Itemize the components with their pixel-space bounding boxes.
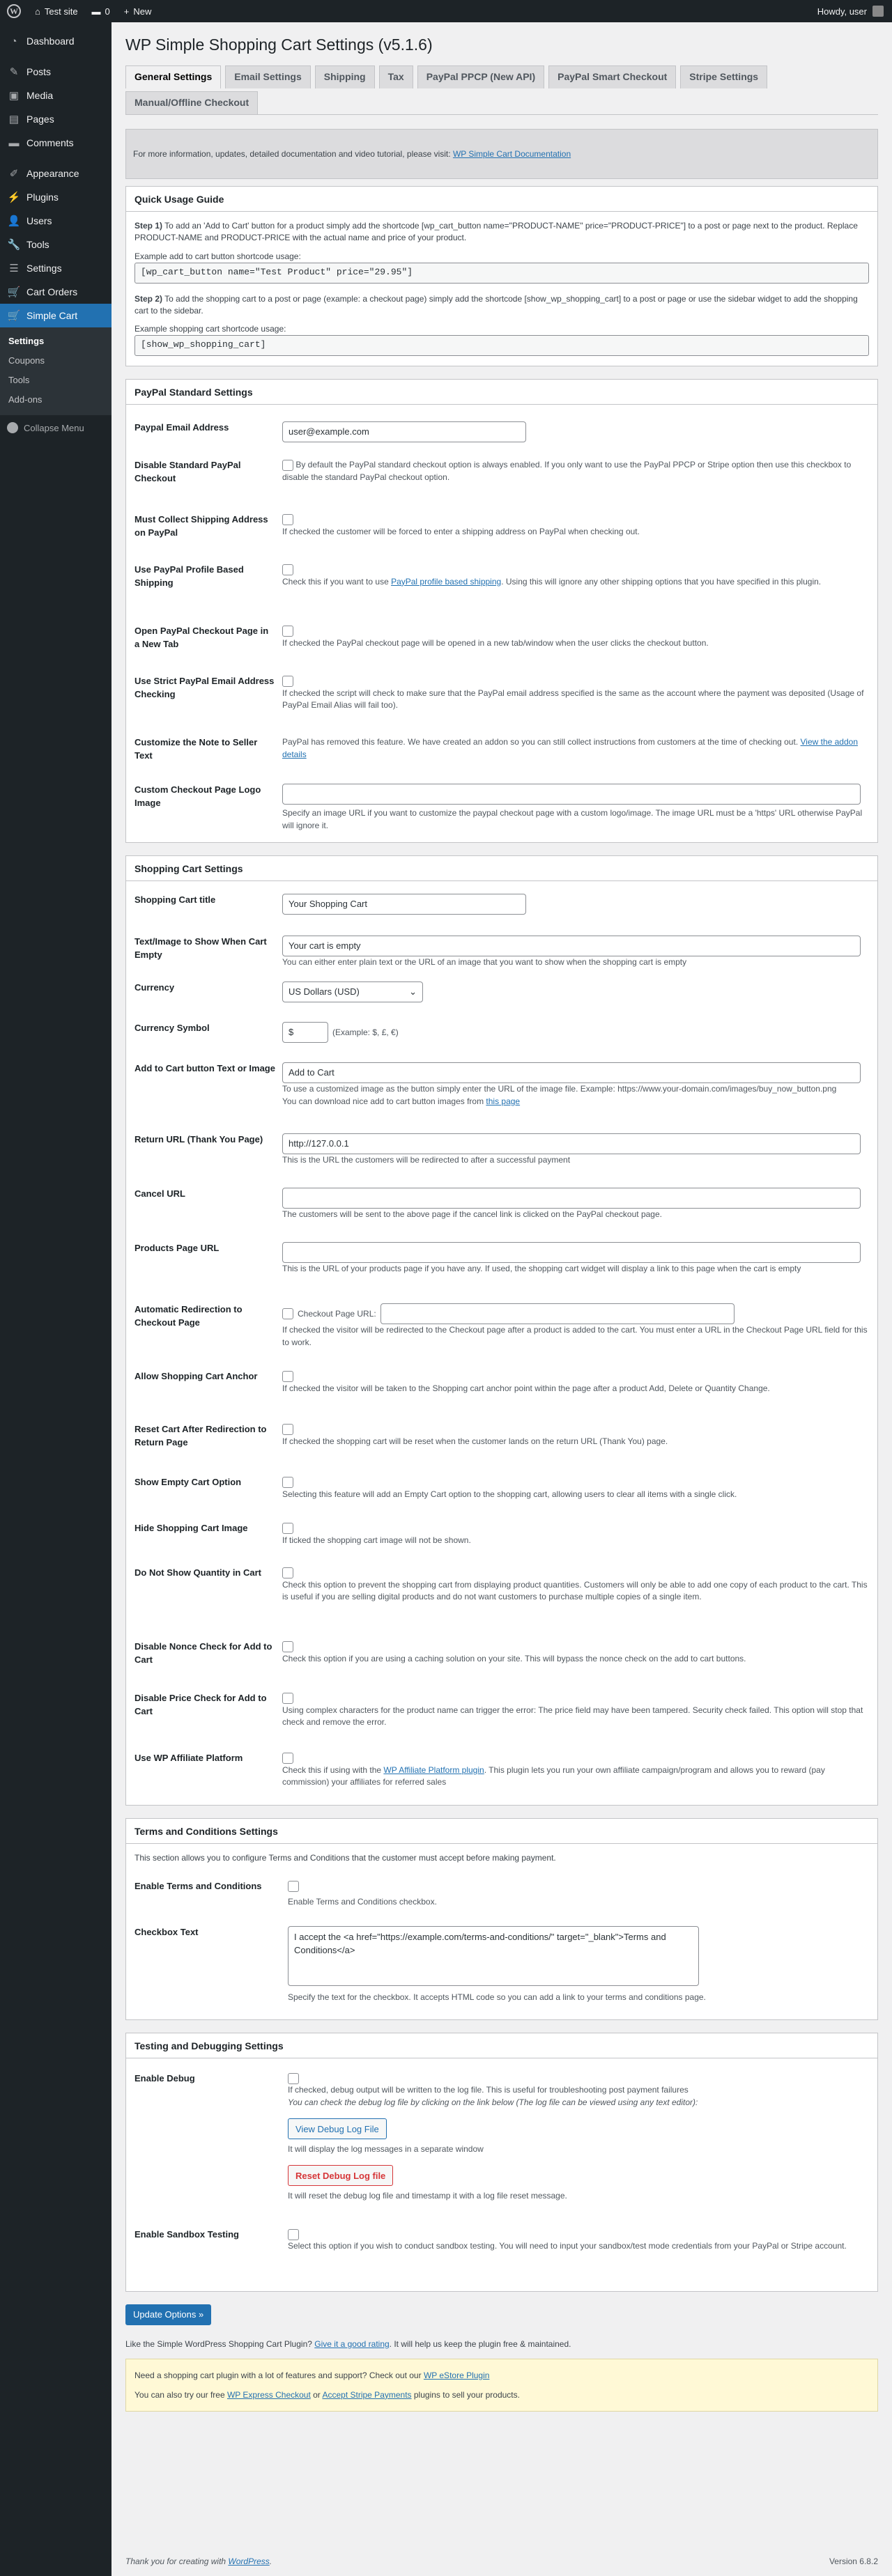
addon-details-link[interactable]: View the addon details	[282, 737, 858, 759]
menu-label: Users	[26, 215, 52, 226]
field-description: If checked the customer will be forced to enter a shipping address on PayPal when checking out.	[282, 526, 640, 536]
field-label: Use PayPal Profile Based Shipping	[134, 564, 244, 588]
rating-link[interactable]: Give it a good rating	[314, 2338, 390, 2349]
field-label: Cancel URL	[134, 1188, 185, 1200]
desc-part: . This plugin lets you run your own affiliate campaign/program and allows you to reward (pay commission) your affiliates for referred sales	[282, 1764, 825, 1787]
simple-cart-submenu	[0, 327, 112, 415]
field-description: It will display the log messages in a separate window	[288, 2144, 484, 2155]
tab-manual-checkout[interactable]: Manual/Offline Checkout	[125, 91, 258, 114]
field-label: Enable Terms and Conditions	[134, 1880, 262, 1891]
rating-text	[125, 2339, 878, 2349]
section-title: PayPal Standard Settings	[126, 380, 877, 405]
field-description: Check this option to prevent the shopping cart from displaying product quantities. Customers will only be able to add one copy of each product to the cart. This is useful if you are selling digital products and do not want customers to purchase multiple copies of a single item.	[282, 1579, 868, 1602]
media-icon: ▣	[8, 90, 20, 102]
field-label: Hide Shopping Cart Image	[134, 1523, 248, 1534]
field-description: By default the PayPal standard checkout option is always enabled. If you only want to use the PayPal PPCP or Stripe option then use this checkbox to disable the standard PayPal checkout option.	[282, 460, 852, 482]
footer-thanks	[125, 2556, 272, 2566]
desc-part: . Using this will ignore any other shipping options that you have specified in this plugin.	[501, 576, 822, 587]
menu-simple-cart[interactable]	[0, 304, 112, 327]
field-label: Do Not Show Quantity in Cart	[134, 1567, 261, 1578]
field-hint: Checkout Page URL:	[298, 1308, 376, 1319]
settings-tabs	[125, 65, 878, 115]
field-description: This is the URL of your products page if you have any. If used, the shopping cart widget will display a link to this page when the cart is empty	[282, 1264, 801, 1274]
collapse-label: Collapse Menu	[24, 422, 84, 433]
menu-media[interactable]	[0, 84, 112, 107]
submenu-tools[interactable]: Tools	[8, 375, 30, 385]
desc-part: You can download nice add to cart button images from	[282, 1096, 486, 1106]
disable-price-check-checkbox[interactable]	[282, 1693, 293, 1704]
documentation-link[interactable]: WP Simple Cart Documentation	[452, 148, 571, 159]
settings-icon: ☰	[9, 263, 19, 274]
field-label: Disable Standard PayPal Checkout	[134, 460, 241, 483]
field-description	[282, 736, 869, 761]
menu-pages[interactable]	[0, 107, 112, 131]
collapse-icon	[7, 422, 18, 433]
submenu-coupons[interactable]: Coupons	[8, 355, 45, 366]
field-label: Disable Nonce Check for Add to Cart	[134, 1641, 272, 1665]
desc-part: PayPal has removed this feature. We have created an addon so you can still collect instructions from customers at the time of checking out.	[282, 737, 801, 747]
tab-tax[interactable]: Tax	[379, 65, 413, 88]
comments-link[interactable]	[85, 0, 117, 22]
step2-body: To add the shopping cart to a post or page (example: a checkout page) simply add the shortcode [show_wp_shopping_cart] to a post or page or use the sidebar widget to add the shopping cart to the sidebar.	[134, 293, 858, 316]
field-label: Use Strict PayPal Email Address Checking	[134, 676, 275, 699]
site-name: Test site	[44, 6, 78, 17]
rating-part: . It will help us keep the plugin free & maintained.	[389, 2338, 571, 2349]
rating-part: Like the Simple WordPress Shopping Cart Plugin?	[125, 2338, 315, 2349]
enable-terms-checkbox[interactable]	[288, 1881, 299, 1892]
field-label: Currency Symbol	[134, 1023, 210, 1034]
chevron-down-icon: ⌄	[409, 986, 417, 998]
terms-conditions-settings	[125, 1818, 878, 2019]
field-description: If checked the visitor will be taken to the Shopping cart anchor point within the page after a product Add, Delete or Quantity Change.	[282, 1383, 770, 1393]
section-title: Terms and Conditions Settings	[126, 1819, 877, 1844]
currency-select[interactable]	[282, 981, 423, 1002]
promo-part: plugins to sell your products.	[411, 2389, 520, 2400]
info-notice	[125, 129, 878, 179]
main-content	[125, 22, 878, 2412]
desc-part: Check this if using with the	[282, 1764, 384, 1775]
site-name-link[interactable]	[28, 0, 85, 22]
step1-body: To add an 'Add to Cart' button for a product simply add the shortcode [wp_cart_button name="PRODUCT-NAME" price="PRODUCT-PRICE"] to a post or page next to the product. Replace PRODUCT-NAME and PRODUCT-PRICE with the actual name and price of your product.	[134, 220, 858, 243]
paypal-email-input[interactable]: user@example.com	[282, 421, 526, 442]
field-description: If ticked the shopping cart image will not be shown.	[282, 1535, 471, 1545]
hide-cart-image-checkbox[interactable]	[282, 1523, 293, 1534]
new-content-link[interactable]	[117, 0, 159, 22]
menu-comments[interactable]	[0, 131, 112, 155]
wordpress-link[interactable]: WordPress	[228, 2556, 270, 2566]
field-label: Return URL (Thank You Page)	[134, 1134, 263, 1145]
wordpress-logo-icon: W	[7, 4, 21, 18]
example1-label: Example add to cart button shortcode usage:	[134, 251, 301, 261]
menu-settings[interactable]	[0, 256, 112, 280]
cancel-url-input[interactable]	[282, 1188, 861, 1209]
notice-text: For more information, updates, detailed documentation and video tutorial, please visit:	[133, 148, 451, 159]
profile-shipping-checkbox[interactable]	[282, 564, 293, 575]
howdy-text: Howdy, user	[817, 6, 867, 17]
field-description: Specify an image URL if you want to customize the paypal checkout page with a custom logo/image. The image URL must be a 'https' URL otherwise PayPal will ignore it.	[282, 808, 863, 830]
promo-line-1	[134, 2371, 869, 2380]
section-title: Testing and Debugging Settings	[126, 2033, 877, 2058]
field-description	[282, 576, 869, 588]
section-title: Shopping Cart Settings	[126, 856, 877, 881]
menu-label: Dashboard	[26, 36, 75, 47]
new-tab-checkbox[interactable]	[282, 626, 293, 637]
field-label: Paypal Email Address	[134, 422, 229, 433]
field-label: Checkbox Text	[134, 1926, 199, 1937]
tab-paypal-smart-checkout[interactable]: PayPal Smart Checkout	[548, 65, 676, 88]
disable-standard-checkbox[interactable]	[282, 460, 293, 471]
tab-shipping[interactable]: Shipping	[315, 65, 375, 88]
tab-email-settings[interactable]: Email Settings	[225, 65, 310, 88]
cart-anchor-checkbox[interactable]	[282, 1371, 293, 1382]
cart-icon: 🛒	[7, 310, 21, 322]
field-description: If checked, debug output will be written to the log file. This is useful for troubleshooting post payment failures	[288, 2085, 689, 2095]
wp-logo-menu[interactable]	[0, 0, 28, 22]
menu-users[interactable]	[0, 209, 112, 233]
promo-part: or	[310, 2389, 323, 2400]
menu-posts[interactable]	[0, 60, 112, 84]
field-label: Enable Debug	[134, 2072, 195, 2084]
field-label: Allow Shopping Cart Anchor	[134, 1371, 258, 1382]
field-description: If checked the PayPal checkout page will be opened in a new tab/window when the user clicks the checkout button.	[282, 637, 709, 648]
stripe-payments-link[interactable]: Accept Stripe Payments	[322, 2389, 412, 2400]
desc-part: Check this if you want to use	[282, 576, 392, 587]
menu-label: Appearance	[26, 168, 79, 179]
field-description: You can either enter plain text or the URL of an image that you want to show when the shopping cart is empty	[282, 957, 687, 968]
menu-label: Plugins	[26, 192, 59, 203]
field-description: If checked the visitor will be redirected to the Checkout page after a product is added to the cart. You must enter a URL in the Checkout Page URL field for this to work.	[282, 1325, 868, 1347]
promo-box	[125, 2359, 878, 2412]
profile-shipping-link[interactable]: PayPal profile based shipping	[391, 576, 502, 587]
step2-text	[134, 293, 869, 318]
field-description: The customers will be sent to the above page if the cancel link is clicked on the PayPal checkout page.	[282, 1209, 662, 1220]
add-to-cart-text-input[interactable]: Add to Cart	[282, 1062, 861, 1083]
cart-title-input[interactable]: Your Shopping Cart	[282, 894, 526, 915]
promo-part: Need a shopping cart plugin with a lot of features and support? Check out our	[134, 2370, 424, 2380]
menu-label: Posts	[26, 66, 52, 77]
affiliate-platform-checkbox[interactable]	[282, 1753, 293, 1764]
disable-nonce-checkbox[interactable]	[282, 1641, 293, 1652]
field-description	[282, 1764, 869, 1789]
section-intro: This section allows you to configure Terms and Conditions that the customer must accept before making payment.	[134, 1853, 556, 1863]
view-debug-log-button[interactable]: View Debug Log File	[288, 2118, 387, 2139]
field-label: Disable Price Check for Add to Cart	[134, 1693, 267, 1716]
avatar	[872, 6, 884, 17]
tab-paypal-ppcp[interactable]: PayPal PPCP (New API)	[417, 65, 544, 88]
menu-dashboard[interactable]	[0, 29, 112, 53]
logo-url-input[interactable]	[282, 784, 861, 805]
field-label: Currency	[134, 982, 175, 993]
field-description: To use a customized image as the button simply enter the URL of the image file. Example: https://www.your-domain.com/images/buy_now_button.png	[282, 1084, 837, 1094]
field-note: You can check the debug log file by clicking on the link below (The log file can be viewed using any text editor):	[288, 2097, 698, 2107]
section-title: Quick Usage Guide	[126, 187, 877, 212]
promo-line-2	[134, 2390, 869, 2400]
empty-cart-text-input[interactable]: Your cart is empty	[282, 936, 861, 956]
plus-icon: +	[123, 6, 130, 17]
currency-symbol-input[interactable]: $	[282, 1022, 328, 1043]
dashboard-icon: ◔	[10, 35, 17, 47]
new-label: New	[133, 6, 152, 17]
field-description: Select this option if you wish to conduct sandbox testing. You will need to input your sandbox/test mode credentials from your PayPal or Stripe account.	[288, 2241, 847, 2251]
show-empty-cart-checkbox[interactable]	[282, 1477, 293, 1488]
comments-count: 0	[105, 6, 110, 17]
menu-label: Settings	[26, 263, 62, 274]
users-icon: 👤	[7, 215, 21, 227]
step1-bold: Step 1)	[134, 220, 163, 231]
field-label: Use WP Affiliate Platform	[134, 1753, 243, 1764]
submenu-settings[interactable]: Settings	[8, 336, 45, 346]
comment-icon: ▬	[8, 137, 20, 149]
field-description: Enable Terms and Conditions checkbox.	[288, 1897, 437, 1907]
reset-cart-checkbox[interactable]	[282, 1424, 293, 1435]
update-options-button[interactable]: Update Options »	[125, 2304, 211, 2325]
step1-text	[134, 220, 869, 245]
button-images-link[interactable]: this page	[486, 1096, 521, 1106]
tab-stripe-settings[interactable]: Stripe Settings	[680, 65, 767, 88]
field-label: Must Collect Shipping Address on PayPal	[134, 514, 268, 538]
checkout-page-url-input[interactable]	[380, 1303, 735, 1324]
page-icon: ▤	[8, 114, 20, 125]
wrench-icon: 🔧	[7, 239, 21, 251]
enable-debug-checkbox[interactable]	[288, 2073, 299, 2084]
menu-label: Simple Cart	[26, 310, 78, 321]
collect-shipping-checkbox[interactable]	[282, 514, 293, 525]
home-icon: ⌂	[35, 6, 40, 17]
menu-tools[interactable]	[0, 233, 112, 256]
admin-sidebar	[0, 22, 112, 2576]
field-description: It will reset the debug log file and timestamp it with a log file reset message.	[288, 2191, 567, 2201]
checkbox-text-textarea[interactable]: I accept the <a href="https://example.com/terms-and-conditions/" target="_blank">Terms and Conditions</a>	[288, 1926, 699, 1986]
admin-footer	[125, 2556, 878, 2566]
strict-email-checkbox[interactable]	[282, 676, 293, 687]
page-title: WP Simple Shopping Cart Settings (v5.1.6)	[125, 36, 433, 54]
menu-plugins[interactable]	[0, 185, 112, 209]
footer-version: Version 6.8.2	[829, 2556, 878, 2566]
field-label: Products Page URL	[134, 1243, 220, 1254]
field-label: Shopping Cart title	[134, 894, 216, 906]
field-description: Specify the text for the checkbox. It accepts HTML code so you can add a link to your terms and conditions page.	[288, 1992, 706, 2002]
products-page-url-input[interactable]	[282, 1242, 861, 1263]
menu-label: Comments	[26, 137, 74, 148]
brush-icon: ✐	[9, 168, 19, 180]
field-label: Enable Sandbox Testing	[134, 2228, 240, 2240]
currency-value: US Dollars (USD)	[289, 986, 360, 998]
field-label: Customize the Note to Seller Text	[134, 737, 258, 761]
footer-part: Thank you for creating with	[125, 2556, 229, 2566]
tab-general-settings[interactable]: General Settings	[125, 65, 221, 88]
enable-sandbox-checkbox[interactable]	[288, 2229, 299, 2240]
example2-label: Example shopping cart shortcode usage:	[134, 324, 286, 334]
hide-quantity-checkbox[interactable]	[282, 1567, 293, 1578]
menu-label: Pages	[26, 114, 54, 125]
menu-label: Media	[26, 90, 54, 101]
quick-usage-guide	[125, 186, 878, 367]
field-label: Add to Cart button Text or Image	[134, 1063, 275, 1074]
field-description: If checked the script will check to make sure that the PayPal email address specified is the same as the account where the payment was deposited (Usage of PayPal Email Alias will fail too).	[282, 688, 864, 711]
promo-part: You can also try our free	[134, 2389, 227, 2400]
menu-label: Tools	[26, 239, 49, 250]
field-label: Show Empty Cart Option	[134, 1477, 242, 1488]
field-label: Text/Image to Show When Cart Empty	[134, 936, 267, 960]
cart-icon: 🛒	[7, 286, 21, 298]
field-description	[282, 1096, 869, 1108]
express-checkout-link[interactable]: WP Express Checkout	[226, 2389, 311, 2400]
auto-redirect-checkbox[interactable]	[282, 1308, 293, 1319]
pin-icon: ✎	[9, 66, 19, 78]
field-description: This is the URL the customers will be redirected to after a successful payment	[282, 1155, 571, 1165]
reset-debug-log-button[interactable]: Reset Debug Log file	[288, 2165, 393, 2186]
field-description: If checked the shopping cart will be reset when the customer lands on the return URL (Thank You) page.	[282, 1436, 668, 1446]
step2-bold: Step 2)	[134, 293, 163, 304]
admin-bar	[0, 0, 892, 22]
field-label: Custom Checkout Page Logo Image	[134, 784, 261, 808]
comment-icon: ▬	[91, 6, 101, 17]
account-menu[interactable]	[817, 6, 892, 17]
field-label: Automatic Redirection to Checkout Page	[134, 1304, 243, 1328]
debug-settings	[125, 2033, 878, 2292]
plugin-icon: ⚡	[7, 192, 21, 203]
field-description: Using complex characters for the product name can trigger the error: The price field may have been tampered. Security check failed. This option will stop that check and remove the error.	[282, 1705, 863, 1728]
return-url-input[interactable]: http://127.0.0.1	[282, 1133, 861, 1154]
estore-link[interactable]: WP eStore Plugin	[423, 2370, 490, 2380]
shopping-cart-settings	[125, 855, 878, 1806]
field-label: Open PayPal Checkout Page in a New Tab	[134, 626, 269, 649]
menu-cart-orders[interactable]	[0, 280, 112, 304]
footer-part: .	[269, 2556, 272, 2566]
affiliate-platform-link[interactable]: WP Affiliate Platform plugin	[383, 1764, 484, 1775]
menu-label: Cart Orders	[26, 286, 78, 297]
field-hint: (Example: $, £, €)	[332, 1027, 399, 1037]
paypal-standard-settings	[125, 379, 878, 843]
collapse-menu-button[interactable]	[0, 415, 112, 440]
field-label: Reset Cart After Redirection to Return Page	[134, 1424, 267, 1448]
menu-appearance[interactable]	[0, 162, 112, 185]
example2-code[interactable]: [show_wp_shopping_cart]	[134, 335, 869, 356]
field-description: Check this option if you are using a caching solution on your site. This will bypass the nonce check on the add to cart buttons.	[282, 1653, 746, 1663]
submenu-addons[interactable]: Add-ons	[8, 394, 43, 405]
example1-code[interactable]: [wp_cart_button name="Test Product" price="29.95"]	[134, 263, 869, 284]
field-description: Selecting this feature will add an Empty Cart option to the shopping cart, allowing users to clear all items with a single click.	[282, 1489, 737, 1499]
